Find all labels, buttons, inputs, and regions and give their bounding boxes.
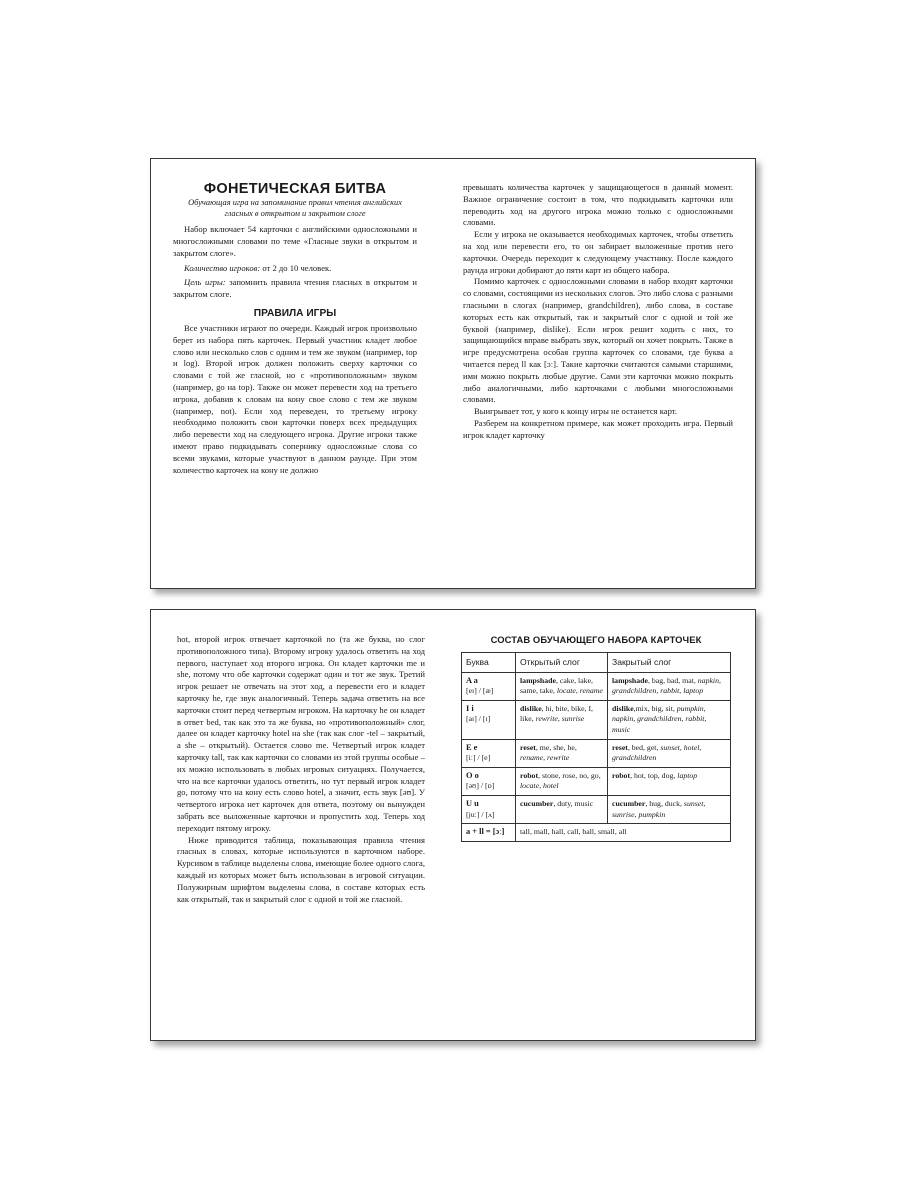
- bold-word: dislike: [612, 703, 634, 713]
- plain-words: ,: [704, 714, 707, 724]
- players-text: от 2 до 10 человек.: [260, 262, 332, 273]
- italic-word: rename: [579, 686, 603, 696]
- italic-word: napkin: [697, 675, 720, 685]
- plain-words: ,: [633, 714, 638, 724]
- plain-words: ,: [679, 686, 684, 696]
- sheet2-left-column: [177, 610, 425, 905]
- plain-words: ,: [539, 781, 543, 791]
- plain-words: ,: [719, 675, 721, 685]
- plain-words: ,: [634, 809, 639, 819]
- letter-label: U u: [466, 798, 479, 808]
- plain-words: ,: [703, 798, 706, 808]
- example-intro-paragraph: Разберем на конкретном примере, как может проходить игра. Первый игрок кладет карточку: [463, 417, 733, 440]
- plain-words: ,mix, big, sit,: [633, 703, 677, 713]
- table-explanation-paragraph: Ниже приводится таблица, показывающая правила чтения гласных в словах, которые используются в карточном наборе. Курсивом в таблице выделены слова, имеющие более одного слога, каждый из которых может быть использован в игровой ситуации. Полужирным шрифтом выделены слова, в составе которых есть как открытый, так и закрытый слог с одной и той же гласной.: [177, 834, 425, 904]
- italic-word: sunrise: [561, 714, 585, 724]
- plain-words: , me, she, he,: [535, 742, 577, 752]
- cell-open-syllable: [516, 700, 608, 739]
- plain-words: ,: [557, 714, 562, 724]
- italic-word: rewrite: [535, 714, 558, 724]
- italic-word: hotel: [542, 781, 559, 791]
- goal-text: запомнить правила чтения гласных в открытом и закрытом слоге.: [173, 277, 418, 300]
- italic-word: hotel: [683, 742, 700, 752]
- bold-word: lampshade: [520, 675, 556, 685]
- plain-words: , hot, top, dog,: [630, 770, 678, 780]
- limits-paragraph: превышать количества карточек у защищающегося в данный момент. Важное ограничение состоит в том, что подкидывать карточки или переводить ход на другого игрока можно только с односложными словами.: [463, 182, 733, 228]
- players-paragraph: [173, 263, 417, 275]
- italic-word: laptop: [683, 686, 704, 696]
- goal-paragraph: [173, 277, 417, 301]
- example-paragraph: hot, второй игрок отвечает карточкой no (та же буква, но слог противоположного типа). Второму игроку удалось ответить на ход первого, наступает ход второго игрока. Он кладет карточки me и she, потому что обе карточки содержат один и тот же звук. Третий игрок решает не отвечать на этот ход, а перевести его и кладет карточку he, где звук аналогичный. Теперь задача ответить на все карточки стоит перед четвертым игроком. На карточку he он кладет в ответ bed, так как это та же буква, но «противоположный» слог, далее он кладет карточку hotel на she (так как слог -tel – закрытый, а she – открытый). Остается слово me. Четвертый игрок кладет карточку tall, так как карточки со словами из этой группы особые – их можно использовать в любых игровых ситуациях. Получается, что на все карточки удалось ответить, но тут первый игрок кладет go, потому что на кону есть слово hotel, а значит, есть звук [əʊ]. У четвертого игрока нет карточек для ответа, поэтому он вынужден забрать все выложенные карточки и пропустить ход. Теперь ход переходит пятому игроку.: [177, 634, 425, 833]
- letter-label: O o: [466, 770, 479, 780]
- cell-closed-syllable: [608, 795, 731, 823]
- bold-word: robot: [612, 770, 631, 780]
- table-header-row: [462, 653, 731, 673]
- plain-words: ,: [575, 686, 580, 696]
- cell-letter: [462, 672, 516, 700]
- bold-word: reset: [520, 742, 536, 752]
- italic-word: rabbit: [685, 714, 705, 724]
- rules-heading: ПРАВИЛА ИГРЫ: [253, 307, 337, 319]
- table-row: [462, 739, 731, 767]
- cell-letter: [462, 700, 516, 739]
- plain-words: ,: [681, 714, 686, 724]
- letter-phonetics: [iː] / [e]: [466, 753, 491, 763]
- players-label: Количество игроков:: [184, 262, 261, 273]
- cell-closed-syllable: [608, 739, 731, 767]
- cell-open-syllable: [516, 739, 608, 767]
- letter-phonetics: [aɪ] / [ɪ]: [466, 714, 491, 724]
- header-letter: Буква: [462, 653, 516, 673]
- letter-label: a + ll = [ɔː]: [466, 827, 505, 837]
- cell-open-syllable: [516, 767, 608, 795]
- letter-phonetics: [juː] / [ʌ]: [466, 809, 495, 819]
- table-row-a-ll: [462, 824, 731, 842]
- letter-phonetics: [eɪ] / [æ]: [466, 686, 494, 696]
- cell-letter: [462, 739, 516, 767]
- italic-word: rewrite: [547, 753, 570, 763]
- bold-word: robot: [520, 770, 539, 780]
- bold-word: cucumber: [612, 798, 646, 808]
- no-cards-paragraph: Если у игрока не оказывается необходимых карточек, чтобы ответить на ход или перевести его, то он забирает выложенные против него карточки. Очередь переходит к следующему участнику. После каждого раунда игроки добирают до пяти карт из общего набора.: [463, 229, 733, 275]
- sheet2-right-column: [461, 610, 731, 842]
- plain-words: ,: [543, 753, 547, 763]
- letter-label: I i: [466, 703, 474, 713]
- bold-word: cucumber: [520, 798, 554, 808]
- sheet1-right-column: [463, 159, 733, 442]
- italic-word: napkin: [612, 714, 634, 724]
- goal-label: Цель игры:: [184, 277, 226, 288]
- plain-words: ,: [656, 686, 661, 696]
- plain-words: ,: [679, 742, 684, 752]
- letter-label: A a: [466, 675, 478, 685]
- plain-words: ,: [703, 703, 706, 713]
- cell-open-syllable: [516, 795, 608, 823]
- cell-closed-syllable: [608, 700, 731, 739]
- italic-word: sunrise: [612, 809, 635, 819]
- header-closed-syllable: Закрытый слог: [608, 653, 731, 673]
- letter-label: E e: [466, 742, 478, 752]
- italic-word: rename: [520, 753, 544, 763]
- rules-paragraph: Все участники играют по очереди. Каждый игрок произвольно берет из набора пять карточек. Первый участник кладет любое слово или несколько слов с одним и тем же звуком (например, top и log). Второй игрок должен положить сверху карточки со словами с той же гласной, но с «противоположным» звуком (например, go на top). Также он может перевести ход на третьего игрока, добавив к словам на кону свое слово с тем же звуком (например, not). Если ход переведен, то третьему игроку необходимо положить свои карточки поверх всех предыдущих либо перевести ход на следующего игрока. Другие игроки также имеют право подкидывать сопернику односложные слова со всеми звуками, которые участвуют в данном раунде. При этом количество карточек на кону не должно: [173, 322, 417, 475]
- cell-letter: [462, 795, 516, 823]
- italic-word: sunset: [683, 798, 704, 808]
- plain-words: , hug, duck,: [645, 798, 684, 808]
- plain-words: , bed, get,: [627, 742, 661, 752]
- winner-paragraph: Выигрывает тот, у кого к концу игры не останется карт.: [474, 406, 678, 417]
- cell-words: tall, mall, hall, call, ball, small, all: [516, 824, 731, 842]
- cell-letter: [462, 824, 516, 842]
- plain-words: , bag, bad, mat,: [647, 675, 698, 685]
- italic-word: sunset: [660, 742, 680, 752]
- bold-word: dislike: [520, 703, 542, 713]
- italic-word: rabbit: [660, 686, 680, 696]
- italic-word: music: [612, 724, 631, 734]
- plain-words: , hi, bite, bike, I, like,: [520, 703, 593, 724]
- intro-paragraph: Набор включает 54 карточки с английскими односложными и многосложными словами по теме «Гласные звуки в открытом и закрытом слоге».: [173, 224, 417, 258]
- bold-word: reset: [612, 742, 628, 752]
- table-row: [462, 767, 731, 795]
- multisyllable-paragraph: Помимо карточек с односложными словами в набор входят карточки со словами, состоящими из нескольких слогов. Это либо слова с разными гласными в слогах (например, grandchildren), либо слова, в составе которых есть как открытый, так и закрытый слог с одной и той же буквой (например, dislike). Если игрок решит ходить с них, то защищающийся вправе выбрать звук, который он хочет покрыть. Также в игре предусмотрена особая группа карточек со словами, где буква a читается перед ll как [ɔː]. Такие карточки считаются самыми старшими, ими можно покрыть любые другие. Сами эти карточки можно покрыть либо аналогичными, либо карточками с любыми многосложными словами.: [463, 276, 733, 405]
- italic-word: locate: [520, 781, 540, 791]
- sheet1-left-column: [173, 159, 417, 476]
- italic-word: locate: [556, 686, 576, 696]
- cell-closed-syllable: [608, 672, 731, 700]
- plain-words: ,: [699, 742, 702, 752]
- header-open-syllable: Открытый слог: [516, 653, 608, 673]
- italic-word: pumpkin: [638, 809, 666, 819]
- italic-word: grandchildren: [612, 753, 657, 763]
- vowel-table: [461, 652, 731, 842]
- italic-word: grandchildren: [637, 714, 682, 724]
- rules-sheet-bottom: [150, 609, 756, 1041]
- italic-word: grandchildren: [612, 686, 657, 696]
- letter-phonetics: [əʊ] / [ɒ]: [466, 781, 495, 791]
- rules-sheet-top: [150, 158, 756, 589]
- game-title: ФОНЕТИЧЕСКАЯ БИТВА: [203, 181, 387, 197]
- table-row: [462, 700, 731, 739]
- cell-open-syllable: [516, 672, 608, 700]
- italic-word: laptop: [677, 770, 698, 780]
- plain-words: , duty, music: [553, 798, 594, 808]
- table-row: [462, 672, 731, 700]
- game-subtitle: Обучающая игра на запоминание правил чтения английских гласных в открытом и закрытом слоге: [188, 198, 402, 218]
- cell-letter: [462, 767, 516, 795]
- plain-words: , stone, rose, no, go,: [538, 770, 601, 780]
- table-title: СОСТАВ ОБУЧАЮЩЕГО НАБОРА КАРТОЧЕК: [490, 634, 702, 645]
- cell-closed-syllable: [608, 767, 731, 795]
- table-row: [462, 795, 731, 823]
- vowel-table-body: [462, 672, 731, 841]
- italic-word: pumpkin: [676, 703, 704, 713]
- plain-words: , cake, lake, same, take,: [520, 675, 593, 696]
- bold-word: lampshade: [612, 675, 648, 685]
